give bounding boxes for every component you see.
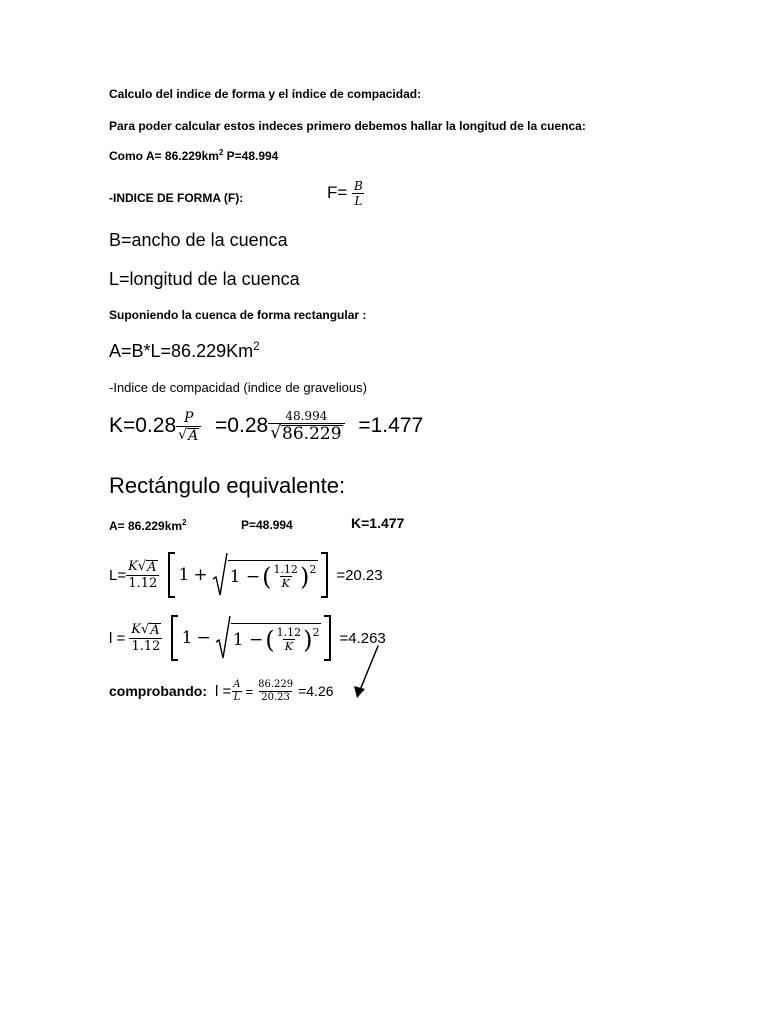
L-result: =20.23 bbox=[336, 566, 383, 584]
fraction-denominator: L bbox=[354, 194, 363, 208]
sqrt-expression: 1 − ( $\frac{1.12}{K}$ ) $^2$ bbox=[215, 614, 322, 662]
fraction-a-over-l bbox=[231, 680, 242, 703]
fraction-denominator: 20.23 bbox=[261, 691, 290, 703]
fraction-86-229-over-20-23 bbox=[256, 680, 295, 703]
left-bracket-icon bbox=[168, 552, 175, 598]
l-result: =4.263 bbox=[339, 629, 386, 647]
fraction-sqrt-86-229: √ 86.229 bbox=[268, 423, 344, 443]
summary-area-exponent: 2 bbox=[182, 518, 187, 527]
assumption-text: Suponiendo la cuenca de forma rectangular : bbox=[109, 308, 367, 322]
sqrt-icon bbox=[212, 551, 228, 599]
L-exponent: 2 bbox=[309, 562, 317, 576]
area-equation bbox=[109, 340, 260, 362]
fraction-k-sqrt-a-over-1-12 bbox=[126, 560, 159, 590]
definition-b: B=ancho de la cuenca bbox=[109, 230, 288, 250]
given-perimeter: P=48.994 bbox=[223, 149, 279, 163]
area-equation-text: A=B*L=86.229Km bbox=[109, 341, 254, 361]
indice-forma-heading: -INDICE DE FORMA (F): bbox=[109, 191, 244, 205]
given-values bbox=[109, 148, 278, 163]
fraction-numerator: 86.229 bbox=[258, 678, 294, 690]
summary-area bbox=[109, 518, 186, 533]
fraction-numerator: B bbox=[354, 179, 363, 193]
formula-f-lhs: F= bbox=[327, 182, 348, 202]
fraction-p-over-sqrt-a bbox=[176, 411, 201, 443]
inner-numerator: 1.12 bbox=[276, 626, 302, 639]
check-line bbox=[109, 674, 334, 708]
fraction-b-over-l bbox=[352, 180, 365, 207]
l-bracket-one: 1 bbox=[181, 628, 193, 648]
inner-denominator: K bbox=[281, 577, 290, 590]
fraction-numerator: K √ A bbox=[131, 622, 160, 638]
fraction-denominator: 1.12 bbox=[128, 576, 158, 591]
sqrt-icon: √ bbox=[140, 622, 150, 637]
area-equation-exponent: 2 bbox=[253, 340, 260, 353]
sqrt-icon: √ bbox=[178, 426, 188, 443]
sqrt-icon: √ bbox=[137, 559, 147, 574]
fraction-p: P bbox=[183, 409, 194, 426]
fraction-numerator: A bbox=[233, 678, 241, 690]
fraction-denominator: 1.12 bbox=[131, 639, 161, 654]
indice-forma-formula bbox=[327, 180, 365, 207]
sqrt-icon: √ bbox=[270, 423, 282, 443]
definition-l: L=longitud de la cuenca bbox=[109, 269, 300, 289]
document-title: Calculo del indice de forma y el índice de compacidad: bbox=[109, 87, 422, 101]
fraction-48-994: 48.994 bbox=[285, 409, 328, 423]
summary-area-text: A= 86.229km bbox=[109, 519, 183, 533]
left-bracket-icon bbox=[171, 615, 178, 661]
intro-text: Para poder calcular estos indeces primero debemos hallar la longitud de la cuenca: bbox=[109, 119, 586, 133]
compacidad-heading: -Indice de compacidad (indice de gravelious) bbox=[109, 380, 367, 395]
sqrt-expression: 1 − ( $\frac{1.12}{K}$ ) $^2$ bbox=[212, 551, 319, 599]
fraction-numerator: K √ A bbox=[128, 559, 157, 575]
L-formula bbox=[109, 548, 383, 602]
k-second-factor: =0.28 bbox=[215, 414, 269, 438]
l-minus: − bbox=[196, 628, 211, 648]
L-bracket-one: 1 bbox=[178, 565, 190, 585]
l-exponent: 2 bbox=[312, 625, 320, 639]
handwritten-arrow-icon bbox=[340, 640, 390, 704]
summary-perimeter: P=48.994 bbox=[241, 518, 293, 532]
check-label: comprobando: bbox=[109, 683, 207, 699]
inner-numerator: 1.12 bbox=[273, 563, 298, 576]
l-lhs: l = bbox=[109, 629, 126, 647]
fraction-1-12-over-k bbox=[271, 564, 300, 589]
fraction-1-12-over-k bbox=[275, 627, 304, 652]
fraction-denominator: L bbox=[233, 691, 241, 703]
check-result: =4.26 bbox=[298, 683, 334, 699]
fraction-k-sqrt-a-over-1-12 bbox=[129, 623, 162, 653]
fraction-sqrt-a: √ A bbox=[176, 426, 201, 443]
L-plus: + bbox=[193, 565, 208, 585]
L-lhs: L= bbox=[109, 566, 127, 584]
check-equals: = bbox=[245, 683, 254, 699]
k-result: =1.477 bbox=[358, 414, 424, 438]
right-bracket-icon bbox=[321, 552, 328, 598]
fraction-values bbox=[268, 410, 344, 443]
sqrt-icon bbox=[215, 614, 231, 662]
L-one-minus: 1 − bbox=[229, 566, 261, 587]
check-lhs: l = bbox=[215, 682, 232, 700]
given-area-exponent: 2 bbox=[218, 148, 224, 157]
inner-denominator: K bbox=[284, 640, 293, 653]
summary-k: K=1.477 bbox=[351, 515, 405, 531]
k-formula bbox=[109, 410, 423, 443]
right-bracket-icon bbox=[324, 615, 331, 661]
rectangulo-heading: Rectángulo equivalente: bbox=[109, 473, 346, 498]
k-lhs: K=0.28 bbox=[109, 414, 177, 438]
given-area: Como A= 86.229km bbox=[109, 149, 219, 163]
l-one-minus: 1 − bbox=[232, 629, 264, 650]
